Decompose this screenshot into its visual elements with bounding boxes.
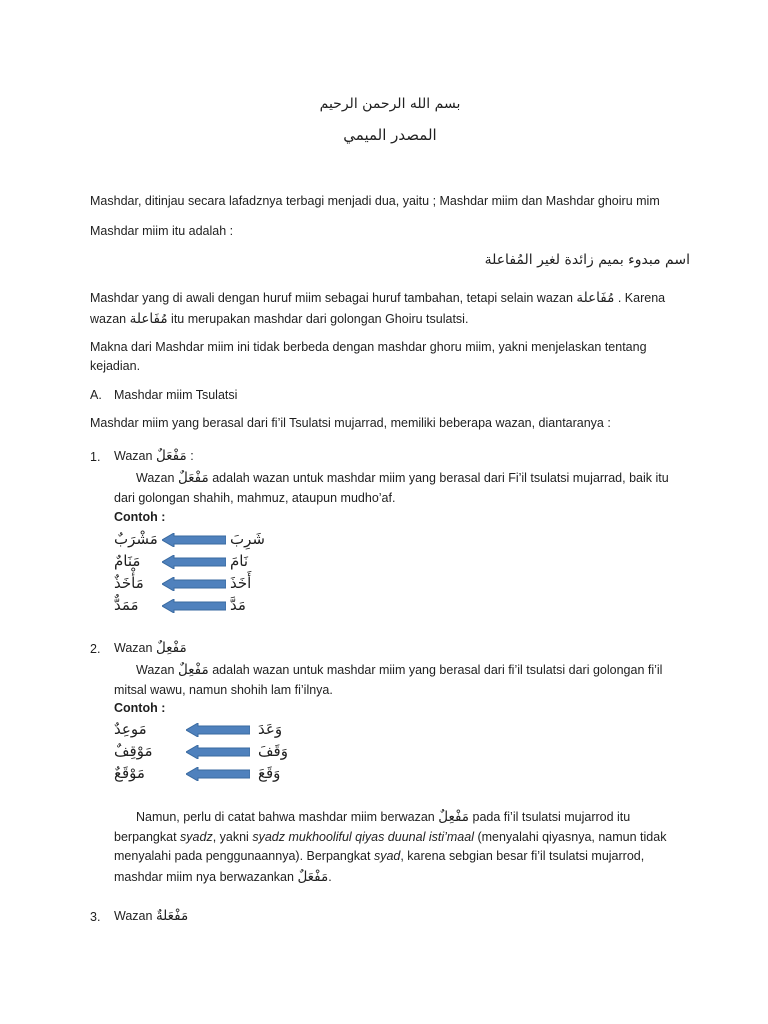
note-text-a: Namun, perlu di catat bahwa mashdar miim berwazan	[136, 810, 435, 824]
note-italic-1: syadz	[180, 829, 213, 844]
note-arabic-2: مَفْعَلٌ	[297, 868, 329, 885]
note-italic-3: syad	[373, 849, 401, 864]
note-italic-2: syadz mukhooliful qiyas duunal isti’maal	[252, 829, 474, 844]
example-row	[114, 594, 284, 616]
p3-arabic-2: مُفَاعلة	[129, 310, 168, 327]
section-a-lead: Mashdar miim yang berasal dari fi’il Tsulatsi mujarrad, memiliki beberapa wazan, diantaranya :	[90, 416, 611, 430]
arrow-left-icon	[186, 723, 250, 737]
example-fiil: وَقَفَ	[258, 742, 288, 760]
basmalah-heading: بسم الله الرحمن الرحيم	[319, 96, 461, 112]
item-2-body-b: adalah wazan untuk mashdar miim yang berasal dari fi’il tsulatsi dari golongan fi’il mitsal wawu, namun shohih lam fi’ilnya.	[114, 663, 663, 697]
arrow-left-icon	[162, 599, 226, 613]
arrow-left-icon	[162, 533, 226, 547]
example-mashdar: مَشْرَبٌ	[114, 530, 158, 548]
example-row	[114, 572, 284, 594]
example-fiil: نَامَ	[230, 552, 249, 570]
intro-paragraph-4: Makna dari Mashdar miim ini tidak berbeda dengan mashdar ghoru miim, yakni menjelaskan tentang kejadian.	[90, 340, 647, 374]
item-2-contoh: Contoh :	[114, 701, 166, 715]
p3-text-d: itu merupakan mashdar dari golongan Ghoiru tsulatsi.	[171, 311, 469, 326]
item-2-wazan: مَفْعِلٌ	[155, 640, 187, 656]
arrow-left-icon	[186, 767, 250, 781]
p3-arabic-1: مُفَاعلة	[576, 290, 615, 306]
item-1-contoh: Contoh :	[114, 510, 166, 524]
note-text-c: , yakni	[212, 829, 249, 844]
item-3-marker: 3.	[90, 910, 101, 924]
note-text-b: pada fi’il tsulatsi mujarrod itu berpangkat	[114, 810, 631, 844]
example-mashdar: مَأْخَذٌ	[114, 574, 144, 592]
example-row	[114, 718, 284, 740]
intro-paragraph-3	[90, 288, 675, 330]
item-1-wazan: مَفْعَلٌ	[155, 448, 187, 464]
item-3-label: Wazan	[114, 909, 153, 923]
item-1-label: Wazan	[114, 449, 153, 463]
section-a-marker: A.	[90, 388, 102, 402]
arabic-definition: اسم مبدوء بميم زائدة لغير المُفاعلة	[484, 252, 690, 268]
item-1-body-b: adalah wazan untuk mashdar miim yang berasal dari Fi’il tsulatsi mujarrad, baik itu dari golongan shahih, mahmuz, ataupun mudho’af.	[114, 471, 669, 505]
intro-paragraph-2: Mashdar miim itu adalah :	[90, 224, 234, 238]
note-arabic-1: مَفْعِلٌ	[438, 809, 470, 825]
p3-text-a: Mashdar yang di awali dengan huruf miim sebagai huruf tambahan, tetapi selain wazan	[90, 291, 573, 305]
example-fiil: مَدَّ	[230, 596, 246, 614]
document-page	[90, 0, 690, 1024]
example-mashdar: مَمَدٌّ	[114, 596, 139, 614]
example-fiil: شَرِبَ	[230, 530, 265, 548]
item-2-label: Wazan	[114, 641, 153, 655]
item-2-marker: 2.	[90, 642, 101, 656]
item-2-body-arabic: مَفْعِلٌ	[177, 662, 209, 678]
p3-text-b: . Karena	[617, 291, 666, 305]
example-fiil: وَعَدَ	[258, 720, 283, 738]
example-mashdar: مَوْقَعٌ	[114, 764, 145, 782]
intro-paragraph-1: Mashdar, ditinjau secara lafadznya terbagi menjadi dua, yaitu ; Mashdar miim dan Mashdar ghoiru mim	[90, 194, 660, 208]
item-2-body	[114, 660, 674, 700]
item-3-heading	[114, 906, 674, 927]
example-fiil: أَخَذَ	[230, 574, 252, 592]
example-mashdar: مَنَامٌ	[114, 552, 141, 570]
note-text-e: , karena sebgian besar fi’il tsulatsi mujarrod, mashdar miim nya berwazankan	[114, 849, 645, 884]
item-1-marker: 1.	[90, 450, 101, 464]
note-paragraph	[114, 807, 674, 888]
example-row	[114, 528, 284, 550]
arrow-left-icon	[162, 555, 226, 569]
example-mashdar: مَوعِدٌ	[114, 720, 147, 738]
note-text-d: (menyalahi qiyasnya, namun tidak menyalahi pada penggunaannya). Berpangkat	[114, 829, 667, 864]
item-1-body	[114, 468, 674, 508]
item-1-body-a: Wazan	[136, 471, 175, 485]
section-a-heading: Mashdar miim Tsulatsi	[114, 388, 238, 402]
note-text-f: .	[328, 869, 332, 884]
p3-text-c: wazan	[90, 311, 127, 326]
arrow-left-icon	[162, 577, 226, 591]
document-title: المصدر الميمي	[343, 126, 437, 144]
item-1-colon: :	[190, 449, 194, 463]
example-row	[114, 550, 284, 572]
example-fiil: وَقَعَ	[258, 764, 281, 782]
arrow-left-icon	[186, 745, 250, 759]
item-1-heading	[114, 446, 674, 467]
example-row	[114, 740, 288, 762]
example-row	[114, 762, 284, 784]
item-2-heading	[114, 638, 674, 659]
item-3-wazan: مَفْعَلةٌ	[155, 908, 189, 924]
item-2-body-a: Wazan	[136, 663, 175, 677]
item-1-body-arabic: مَفْعَلٌ	[177, 470, 209, 486]
example-mashdar: مَوْقِفٌ	[114, 742, 153, 760]
